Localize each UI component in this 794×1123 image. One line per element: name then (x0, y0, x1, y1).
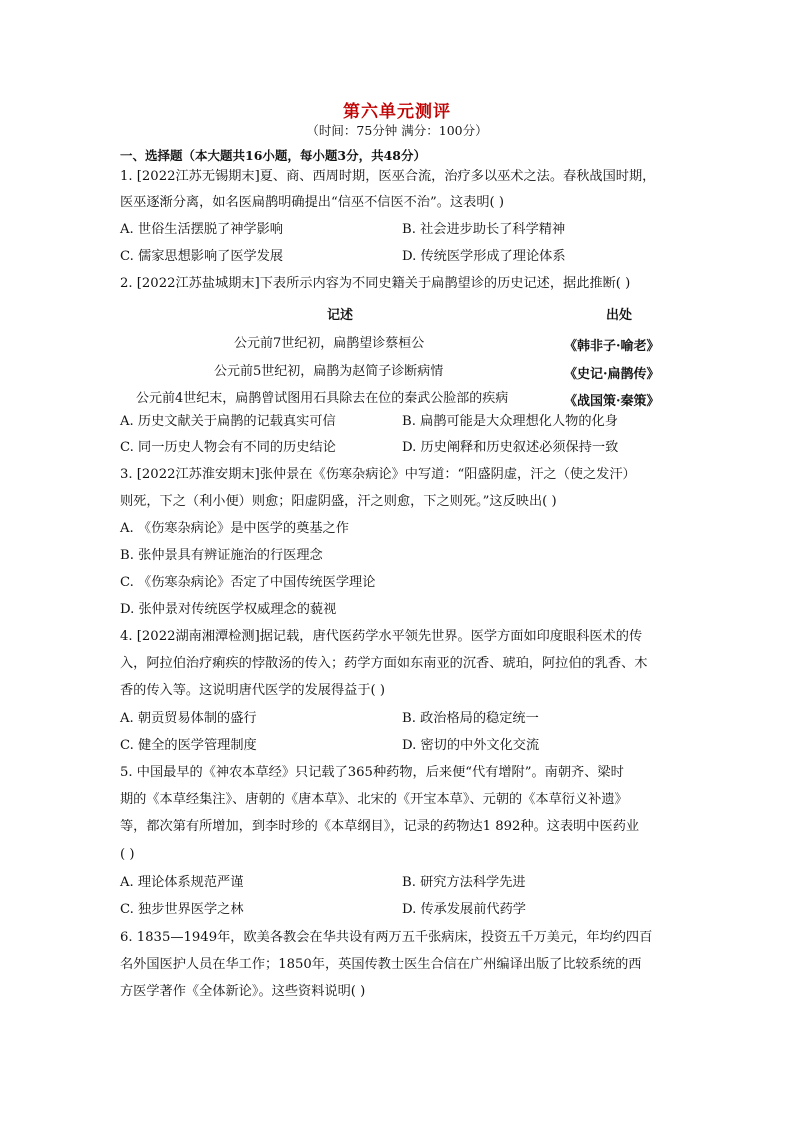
question-5-option-c: C. 独步世界医学之林 (120, 902, 244, 917)
table-row-1-source: 《韩非子·喻老》 (564, 339, 660, 354)
question-2-option-a: A. 历史文献关于扁鹊的记载真实可信 (120, 414, 336, 429)
question-5-line-4: ( ) (120, 847, 135, 862)
question-4-option-c: C. 健全的医学管理制度 (120, 738, 257, 753)
table-row-2-source: 《史记·扁鹊传》 (564, 367, 660, 382)
question-1-line-2: 医巫逐渐分离，如名医扁鹊明确提出“信巫不信医不治”。这表明( ) (120, 195, 505, 210)
question-3-option-b: B. 张仲景具有辨证施治的行医理念 (120, 548, 323, 563)
table-header-record: 记述 (327, 308, 354, 323)
question-3-option-c: C. 《伤寒杂病论》否定了中国传统医学理论 (120, 575, 376, 590)
question-4-option-b: B. 政治格局的稳定统一 (402, 711, 539, 726)
section-heading: 一、选择题（本大题共16小题，每小题3分，共48分） (120, 148, 426, 163)
question-3-line-1: 3. [2022江苏淮安期末]张仲景在《伤寒杂病论》中写道：“阳盛阴虚，汗之（使之发汗） (120, 467, 636, 482)
question-1-option-a: A. 世俗生活摆脱了神学影响 (120, 222, 283, 237)
question-4-option-d: D. 密切的中外文化交流 (402, 738, 540, 753)
question-2-line-1: 2. [2022江苏盐城期末]下表所示内容为不同史籍关于扁鹊望诊的历史记述，据此推断( ) (120, 276, 631, 291)
question-1-line-1: 1. [2022江苏无锡期末]夏、商、西周时期，医巫合流，治疗多以巫术之法。春秋战国时期， (120, 169, 656, 184)
question-5-option-a: A. 理论体系规范严谨 (120, 875, 244, 890)
table-row-2-record: 公元前5世纪初，扁鹊为赵简子诊断病情 (214, 364, 444, 379)
question-5-line-2: 期的《本草经集注》、唐朝的《唐本草》、北宋的《开宝本草》、元朝的《本草衍义补遗》 (120, 792, 628, 807)
question-6-line-1: 6. 1835—1949年，欧美各教会在华共设有两万五千张病床，投资五千万美元，年均约四百 (120, 930, 653, 945)
table-header-source: 出处 (606, 308, 633, 323)
exam-title: 第六单元测评 (343, 102, 451, 122)
table-row-1-record: 公元前7世纪初，扁鹊望诊蔡桓公 (234, 336, 425, 351)
question-3-option-d: D. 张仲景对传统医学权威理念的藐视 (120, 602, 337, 617)
question-1-option-c: C. 儒家思想影响了医学发展 (120, 249, 284, 264)
question-6-line-2: 名外国医护人员在华工作；1850年，英国传教士医生合信在广州编译出版了比较系统的西 (120, 957, 642, 972)
question-4-line-2: 入，阿拉伯治疗痢疾的悖散汤的传入；药学方面如东南亚的沉香、琥珀，阿拉伯的乳香、木 (120, 656, 648, 671)
question-2-option-b: B. 扁鹊可能是大众理想化人物的化身 (402, 414, 618, 429)
question-2-option-d: D. 历史阐释和历史叙述必须保持一致 (402, 440, 619, 455)
question-5-line-3: 等，都次第有所增加，到李时珍的《本草纲目》，记录的药物达1 892种。这表明中医药业 (120, 819, 640, 834)
question-6-line-3: 方医学著作《全体新论》。这些资料说明( ) (120, 984, 366, 999)
question-1-option-b: B. 社会进步助长了科学精神 (402, 222, 566, 237)
question-5-option-b: B. 研究方法科学先进 (402, 875, 526, 890)
question-1-option-d: D. 传统医学形成了理论体系 (402, 249, 566, 264)
question-5-line-1: 5. 中国最早的《神农本草经》只记载了365种药物，后来便“代有增附”。南朝齐、梁时 (120, 765, 624, 780)
question-4-line-3: 香的传入等。这说明唐代医学的发展得益于( ) (120, 683, 386, 698)
question-3-line-2: 则死，下之（利小便）则愈；阳虚阴盛，汗之则愈，下之则死。”这反映出( ) (120, 494, 557, 509)
question-4-line-1: 4. [2022湖南湘潭检测]据记载，唐代医药学水平领先世界。医学方面如印度眼科医术的传 (120, 629, 643, 644)
question-4-option-a: A. 朝贡贸易体制的盛行 (120, 711, 257, 726)
exam-subtitle: （时间：75分钟 满分：100分） (306, 123, 488, 138)
question-3-option-a: A. 《伤寒杂病论》是中医学的奠基之作 (120, 521, 349, 536)
question-5-option-d: D. 传承发展前代药学 (402, 902, 526, 917)
table-row-3-source: 《战国策·秦策》 (564, 394, 660, 409)
table-row-3-record: 公元前4世纪末，扁鹊曾试图用石具除去在位的秦武公脸部的疾病 (136, 391, 509, 406)
question-2-option-c: C. 同一历史人物会有不同的历史结论 (120, 440, 336, 455)
